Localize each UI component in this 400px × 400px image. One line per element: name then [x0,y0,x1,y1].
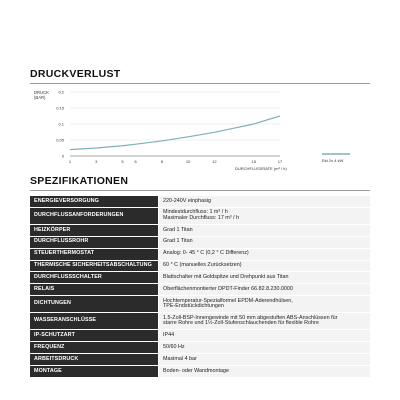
spec-label: DICHTUNGEN [30,296,159,313]
spec-row [30,365,370,377]
spec-row [30,224,370,236]
x-axis-label: DURCHFLUSSRATE (m³ / h) [235,166,287,171]
spec-label: ARBEITSDRUCK [30,354,159,366]
spec-label: RELAIS [30,284,159,296]
chart-gridlines [70,92,280,156]
spec-value: Oberflächenmontierter DPDT-Finder 66.82.8.230.0000 [159,284,371,296]
x-tick-label: 12 [212,159,217,164]
spec-label: THERMISCHE SICHERHEITSABSCHALTUNG [30,260,159,272]
spec-label: STEUERTHERMOSTAT [30,248,159,260]
spec-label: DURCHFLUSSROHR [30,236,159,248]
spec-row [30,296,370,313]
spec-value: 220-240V einphasig [159,196,371,207]
y-tick-label: 0.2 [58,89,64,95]
spec-value: Grad 1 Titan [159,236,371,248]
x-tick-label: 1 [68,159,72,164]
spec-row [30,313,370,330]
x-tick-label: 6 [134,159,137,164]
x-tick-label: 3 [95,159,98,164]
spec-value: 60 ° C (manuelles Zurücksetzen) [159,260,371,272]
spec-row [30,248,370,260]
section-divider [30,190,370,191]
spec-label: WASSERANSCHLÜSSE [30,313,159,330]
spec-label: IP-SCHUTZART [30,330,159,342]
spec-value: Analog: 0- 45 ° C (0,2 ° C Differenz) [159,248,371,260]
spec-label: DURCHFLUSSSCHALTER [30,272,159,284]
legend-label: Ekt 2x 4 kW [322,158,344,163]
spec-row [30,354,370,366]
x-tick-label: 8 [160,159,163,164]
spec-row [30,272,370,284]
y-tick-label: 0.05 [56,137,64,143]
spec-row [30,284,370,296]
spec-label: DURCHFLUSSANFORDERUNGEN [30,207,159,224]
spec-label: MONTAGE [30,365,159,377]
x-tick-label: 10 [185,159,191,164]
x-tick-label: 17 [277,159,283,164]
y-tick-label: 0 [61,153,64,159]
spec-row [30,330,370,342]
spec-value: Maximal 4 bar [159,354,371,366]
spec-row [30,196,370,207]
spec-row [30,260,370,272]
spec-value: Hochtemperatur-Spezialformel EPDM-Aderendhülsen, TPE-Endstückdichtungen [159,296,371,313]
y-tick-label: 0.15 [56,105,64,111]
chart-y-ticks [56,89,65,158]
spec-value: Blattschalter mit Goldspitze und Drehpunkt aus Titan [159,272,371,284]
x-tick-label: 5 [121,159,124,164]
x-tick-label: 15 [251,159,256,164]
spec-value: IP44 [159,330,371,342]
y-axis-label-line1: DRUCK [34,90,49,95]
spec-label: ENERGIEVERSORGUNG [30,196,159,207]
spec-value: Grad 1 Titan [159,224,371,236]
section-divider [30,83,370,84]
y-tick-label: 0.1 [58,121,64,127]
spec-label: FREQUENZ [30,342,159,354]
spec-row [30,236,370,248]
specifications-title: SPEZIFIKATIONEN [30,175,129,187]
series-line [70,116,280,150]
pressure-loss-title: DRUCKVERLUST [30,68,121,80]
y-axis-label-line2: (BAR) [34,95,46,100]
spec-value: Boden- oder Wandmontage [159,365,371,377]
spec-label: HEIZKÖRPER [30,224,159,236]
spec-value: Mindestdurchfluss: 1 m³ / h Maximaler Durchfluss: 17 m³ / h [159,207,371,224]
spec-value: 1.5-Zoll-BSP-Innengewinde mit 50 mm abgestuften ABS-Anschlüssen für starre Rohre und 1½-Zoll-Stufenschlauchenden für flexible Rohre [159,313,371,330]
pressure-loss-chart [30,86,370,176]
spec-row [30,342,370,354]
chart-x-ticks [69,159,283,164]
specifications-table [30,196,370,378]
spec-value: 50/60 Hz [159,342,371,354]
spec-row [30,207,370,224]
chart-series [70,116,280,150]
